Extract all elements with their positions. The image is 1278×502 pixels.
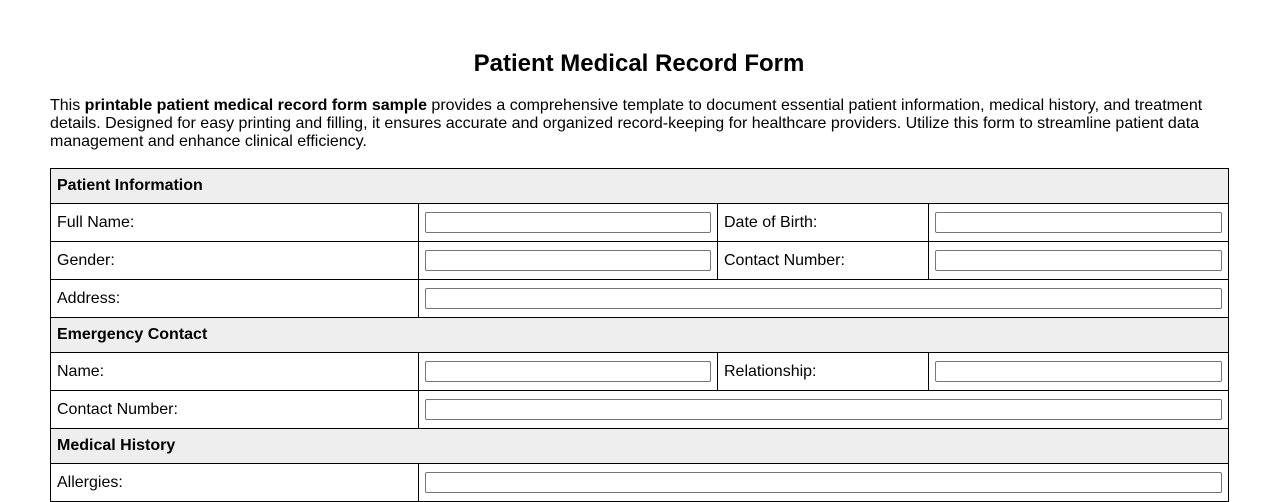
record-form-table [50,168,1229,502]
row-emergency-contact-number [51,391,1229,429]
gender-label: Gender: [51,242,419,280]
address-label: Address: [51,280,419,318]
date-of-birth-label: Date of Birth: [718,204,929,242]
intro-prefix: This [50,97,85,114]
section-emergency-contact [51,318,1229,353]
contact-number-input[interactable] [935,250,1222,271]
emergency-name-input[interactable] [425,361,711,382]
row-allergies [51,464,1229,502]
gender-input[interactable] [425,250,711,271]
full-name-label: Full Name: [51,204,419,242]
intro-paragraph [50,97,1228,151]
address-input[interactable] [425,288,1222,309]
emergency-contact-number-label: Contact Number: [51,391,419,429]
row-full-name [51,204,1229,242]
emergency-contact-number-input[interactable] [425,399,1222,420]
emergency-name-label: Name: [51,353,419,391]
allergies-input[interactable] [425,472,1222,493]
allergies-label: Allergies: [51,464,419,502]
section-medical-history [51,429,1229,464]
row-emergency-name [51,353,1229,391]
full-name-input[interactable] [425,212,711,233]
row-address [51,280,1229,318]
date-of-birth-input[interactable] [935,212,1222,233]
section-heading: Emergency Contact [51,318,1229,353]
relationship-input[interactable] [935,361,1222,382]
intro-suffix: provides a comprehensive template to document essential patient information, medical history, and treatment details. Designed for easy printing and filling, it ensures accurate and organized record-keeping for healthcare providers. Utilize this form to streamline patient data management and enhance clinical efficiency. [50,97,1203,150]
intro-bold: printable patient medical record form sample [84,97,427,114]
relationship-label: Relationship: [718,353,929,391]
contact-number-label: Contact Number: [718,242,929,280]
row-gender [51,242,1229,280]
page-title: Patient Medical Record Form [473,50,805,77]
section-patient-information [51,169,1229,204]
section-heading: Patient Information [51,169,1229,204]
section-heading: Medical History [51,429,1229,464]
